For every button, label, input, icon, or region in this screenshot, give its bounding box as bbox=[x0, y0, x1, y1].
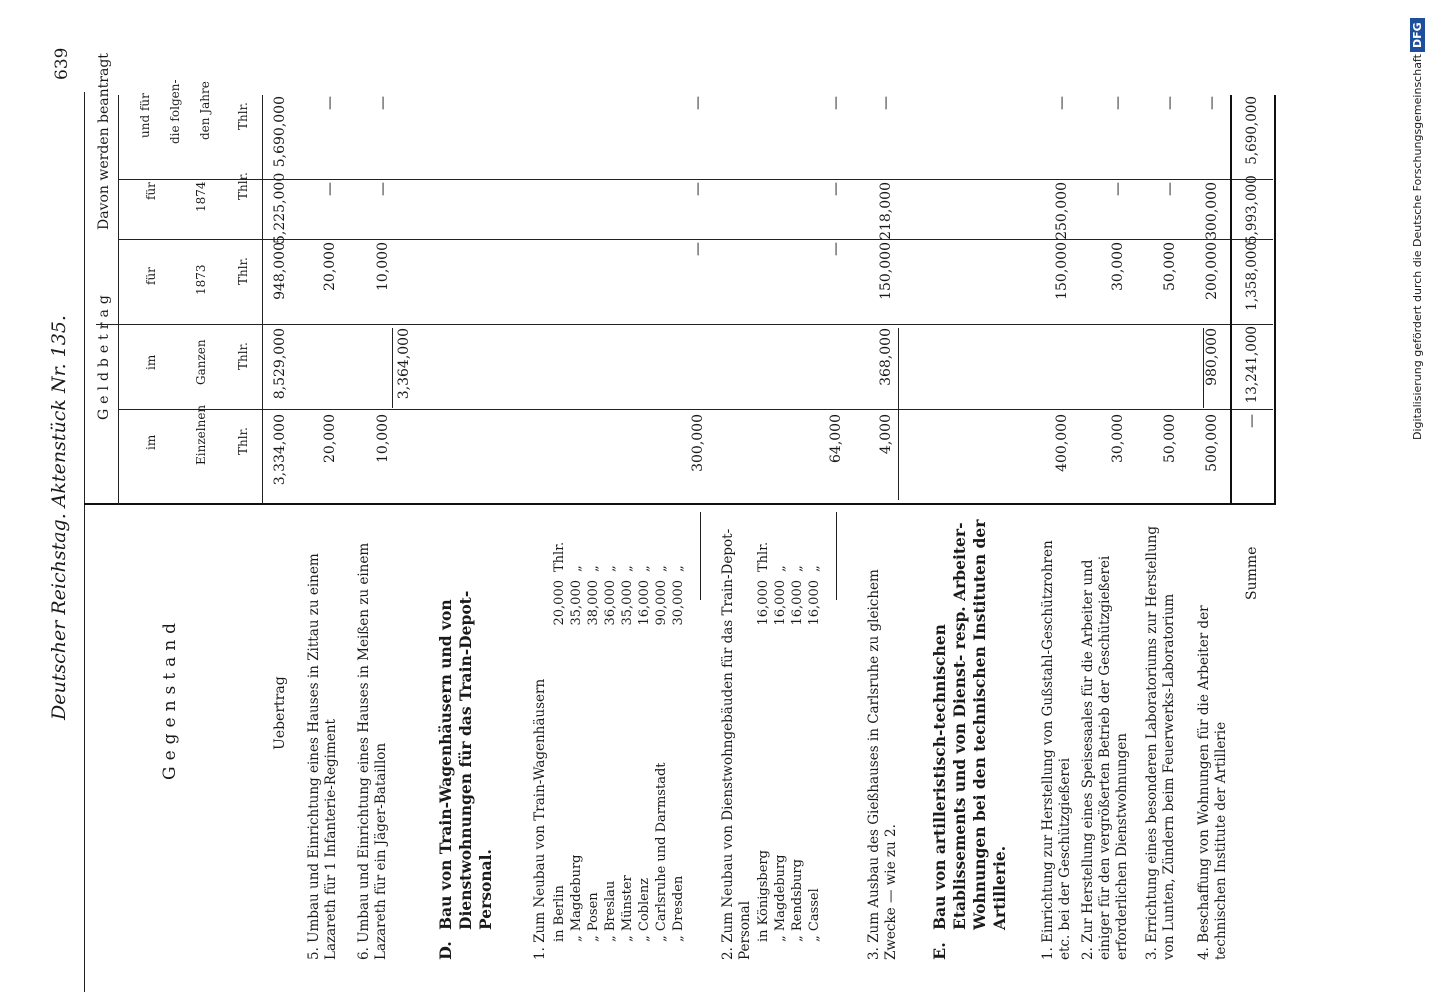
place-amount: 35,000 bbox=[620, 580, 635, 626]
place-unit: „ bbox=[671, 565, 686, 572]
place-unit: „ bbox=[773, 565, 788, 572]
e1-folgende: — bbox=[1054, 96, 1070, 110]
d1-text: 1. Zum Neubau von Train-Wagenhäusern bbox=[532, 678, 548, 960]
place-unit: „ bbox=[790, 565, 805, 572]
place-unit: „ bbox=[586, 565, 601, 572]
place-name: „ Carlsruhe und Darmstadt bbox=[654, 762, 669, 942]
running-title: Deutscher Reichstag. Aktenstück Nr. 135. bbox=[48, 315, 70, 720]
col-im-ganzen-2: Ganzen bbox=[194, 339, 208, 385]
place-name: in Königsberg bbox=[756, 850, 771, 942]
d2-1873: — bbox=[828, 242, 844, 256]
d2-einzelnen: 64,000 bbox=[828, 414, 844, 463]
d2-1874: — bbox=[828, 182, 844, 196]
place-amount: 38,000 bbox=[586, 580, 601, 626]
d1-1873: — bbox=[690, 242, 706, 256]
unit-ganzen: Thlr. bbox=[236, 342, 250, 370]
d3-1873: 150,000 bbox=[878, 242, 894, 300]
item-6-1874: — bbox=[375, 182, 391, 196]
d3-1874: 218,000 bbox=[878, 182, 894, 240]
header-bottom-rule bbox=[262, 95, 263, 505]
place-amount: 36,000 bbox=[603, 580, 618, 626]
uebertrag-1874: 5,225,000 bbox=[272, 172, 288, 244]
d1-1874: — bbox=[690, 182, 706, 196]
d3-ganzen: 368,000 bbox=[878, 328, 894, 386]
place-unit: „ bbox=[654, 565, 669, 572]
e3-folgende: — bbox=[1162, 96, 1178, 110]
place-name: „ Magdeburg bbox=[569, 854, 584, 942]
d2-text: 2. Zum Neubau von Dienstwohngebäuden für das Train-Depot-Personal bbox=[720, 528, 753, 960]
digitization-footer bbox=[1405, 0, 1432, 1000]
section-e-title: Bau von artilleristisch-technischen Etablissements und von Dienst- resp. Arbeiter-Wohnungen bei den technischen Instituten der Artillerie. bbox=[930, 519, 1009, 930]
place-name: „ Rendsburg bbox=[790, 859, 805, 942]
e4-1874: 300,000 bbox=[1204, 182, 1220, 240]
d2-folgende: — bbox=[828, 96, 844, 110]
item-5-text: 5. Umbau und Einrichtung eines Hauses in Zittau zu einem Lazareth für 1 Infanterie-Regiment bbox=[306, 553, 339, 960]
e2-1873: 30,000 bbox=[1110, 242, 1126, 291]
header-subrule bbox=[118, 95, 119, 505]
e1-1874: 250,000 bbox=[1054, 182, 1070, 240]
place-amount: 16,000 bbox=[790, 580, 805, 626]
item-5-1874: — bbox=[322, 182, 338, 196]
place-name: „ Coblenz bbox=[637, 877, 652, 942]
d2-subtotal-rule bbox=[836, 512, 837, 600]
col-gegenstand: Gegenstand bbox=[160, 616, 180, 780]
e2-text: 2. Zur Herstellung eines Speisesaales für die Arbeiter und einiger für den vergrößerten Betrieb der Geschützgießerei erforderlichen Dienstwohnungen bbox=[1080, 555, 1130, 960]
uebertrag-folgende: 5,690,000 bbox=[272, 96, 288, 168]
e1-1873: 150,000 bbox=[1054, 242, 1070, 300]
dfg-logo: DFG bbox=[1410, 18, 1425, 52]
unit-folgende: Thlr. bbox=[236, 102, 250, 130]
summe-einzelnen: — bbox=[1244, 414, 1260, 428]
item-6-text: 6. Umbau und Einrichtung eines Hauses in Meißen zu einem Lazareth für ein Jäger-Bataillon bbox=[356, 542, 389, 960]
unit-1874: Thlr. bbox=[236, 172, 250, 200]
place-amount: 90,000 bbox=[654, 580, 669, 626]
col-1873-1: für bbox=[144, 267, 158, 285]
e2-einzelnen: 30,000 bbox=[1110, 414, 1126, 463]
d3-text: 3. Zum Ausbau des Gießhauses in Carlsruhe zu gleichem Zwecke — wie zu 2. bbox=[866, 569, 899, 960]
col-1874-2: 1874 bbox=[194, 181, 208, 212]
summe-bottom-rule bbox=[1274, 95, 1276, 505]
col-geldbetrag: Geldbetrag bbox=[96, 290, 112, 420]
summe-1874: 5,993,000 bbox=[1244, 175, 1260, 244]
col-1874-1: für bbox=[144, 182, 158, 200]
place-amount: 16,000 bbox=[807, 580, 822, 626]
place-amount: 20,000 bbox=[552, 580, 567, 626]
place-amount: 16,000 bbox=[773, 580, 788, 626]
item-6-folgende: — bbox=[375, 96, 391, 110]
summe-label: Summe bbox=[1244, 546, 1260, 600]
place-name: „ Cassel bbox=[807, 888, 822, 942]
section-e-letter: E. bbox=[930, 942, 949, 960]
place-name: „ Magdeburg bbox=[773, 854, 788, 942]
item-6-1873: 10,000 bbox=[375, 242, 391, 291]
e3-text: 3. Errichtung eines besonderen Laboratoriums zur Herstellung von Lunten, Zündern beim Feuerwerks-Laboratorium bbox=[1144, 525, 1177, 960]
place-unit: „ bbox=[603, 565, 618, 572]
item-5-folgende: — bbox=[322, 96, 338, 110]
uebertrag-1873: 948,000 bbox=[272, 242, 288, 300]
item-6-ganzen: 3,364,000 bbox=[396, 328, 412, 400]
place-unit: „ bbox=[637, 565, 652, 572]
col-im-einzelnen-1: im bbox=[144, 434, 158, 450]
col-folgende-1: und für bbox=[138, 93, 152, 138]
d1-folgende: — bbox=[690, 96, 706, 110]
e1-einzelnen: 400,000 bbox=[1054, 414, 1070, 472]
place-unit: „ bbox=[569, 565, 584, 572]
summe-ganzen: 13,241,000 bbox=[1244, 326, 1260, 404]
place-amount: 30,000 bbox=[671, 580, 686, 626]
uebertrag-einzelnen: 3,334,000 bbox=[272, 414, 288, 486]
col-davon: Davon werden beantragt bbox=[96, 53, 112, 230]
col-divider-1 bbox=[118, 409, 1273, 410]
col-im-ganzen-1: im bbox=[144, 354, 158, 370]
d3-einzelnen: 4,000 bbox=[878, 414, 894, 455]
d3-folgende: — bbox=[878, 96, 894, 110]
e3-einzelnen: 50,000 bbox=[1162, 414, 1178, 463]
item-5-einzelnen: 20,000 bbox=[322, 414, 338, 463]
summe-folgende: 5,690,000 bbox=[1244, 96, 1260, 165]
e2-1874: — bbox=[1110, 182, 1126, 196]
top-rule bbox=[84, 92, 85, 992]
unit-einzelnen: Thlr. bbox=[236, 427, 250, 455]
page-number: 639 bbox=[52, 47, 72, 80]
col-divider-2 bbox=[96, 324, 1273, 325]
d3-subtotal-rule bbox=[898, 328, 899, 500]
col-1873-2: 1873 bbox=[194, 264, 208, 295]
e4-text: 4. Beschaffung von Wohnungen für die Arbeiter der technischen Institute der Artillerie bbox=[1196, 605, 1229, 960]
col-divider-4 bbox=[118, 179, 1273, 180]
d1-subtotal-rule bbox=[700, 512, 701, 600]
place-amount: 16,000 bbox=[637, 580, 652, 626]
digitization-text: Digitalisierung gefördert durch die Deutsche Forschungsgemeinschaft bbox=[1411, 54, 1424, 440]
uebertrag-label: Uebertrag bbox=[272, 676, 288, 750]
e4-folgende: — bbox=[1204, 96, 1220, 110]
uebertrag-ganzen: 8,529,000 bbox=[272, 328, 288, 400]
col-folgende-3: den Jahre bbox=[198, 81, 212, 140]
place-name: „ Münster bbox=[620, 875, 635, 942]
col-im-einzelnen-2: Einzelnen bbox=[194, 404, 208, 465]
section-d-letter: D. bbox=[436, 941, 455, 960]
place-unit: Thlr. bbox=[552, 541, 567, 572]
place-unit: „ bbox=[620, 565, 635, 572]
item-6-einzelnen: 10,000 bbox=[375, 414, 391, 463]
item-5-1873: 20,000 bbox=[322, 242, 338, 291]
gegenstand-divider bbox=[84, 503, 1274, 505]
place-name: „ Breslau bbox=[603, 880, 618, 942]
col-folgende-2: die folgen- bbox=[168, 79, 182, 144]
place-name: „ Dresden bbox=[671, 875, 686, 942]
place-unit: „ bbox=[807, 565, 822, 572]
place-unit: Thlr. bbox=[756, 541, 771, 572]
e3-1873: 50,000 bbox=[1162, 242, 1178, 291]
e2-folgende: — bbox=[1110, 96, 1126, 110]
e4-einzelnen: 500,000 bbox=[1204, 414, 1220, 472]
e4-1873: 200,000 bbox=[1204, 242, 1220, 300]
place-amount: 16,000 bbox=[756, 580, 771, 626]
item-6-subtotal-rule bbox=[392, 328, 393, 408]
place-name: in Berlin bbox=[552, 885, 567, 942]
summe-top-rule bbox=[1230, 95, 1232, 505]
d1-einzelnen: 300,000 bbox=[690, 414, 706, 472]
section-d-title: Bau von Train-Wagenhäusern und von Dienstwohnungen für das Train-Depot-Personal. bbox=[436, 590, 495, 930]
e1-text: 1. Einrichtung zur Herstellung von Gußstahl-Geschützrohren etc. bei der Geschützgießerei bbox=[1040, 540, 1073, 960]
place-amount: 35,000 bbox=[569, 580, 584, 626]
summe-1873: 1,358,000 bbox=[1244, 242, 1260, 311]
unit-1873: Thlr. bbox=[236, 257, 250, 285]
e3-1874: — bbox=[1162, 182, 1178, 196]
e4-ganzen: 980,000 bbox=[1204, 328, 1220, 386]
place-name: „ Posen bbox=[586, 892, 601, 942]
